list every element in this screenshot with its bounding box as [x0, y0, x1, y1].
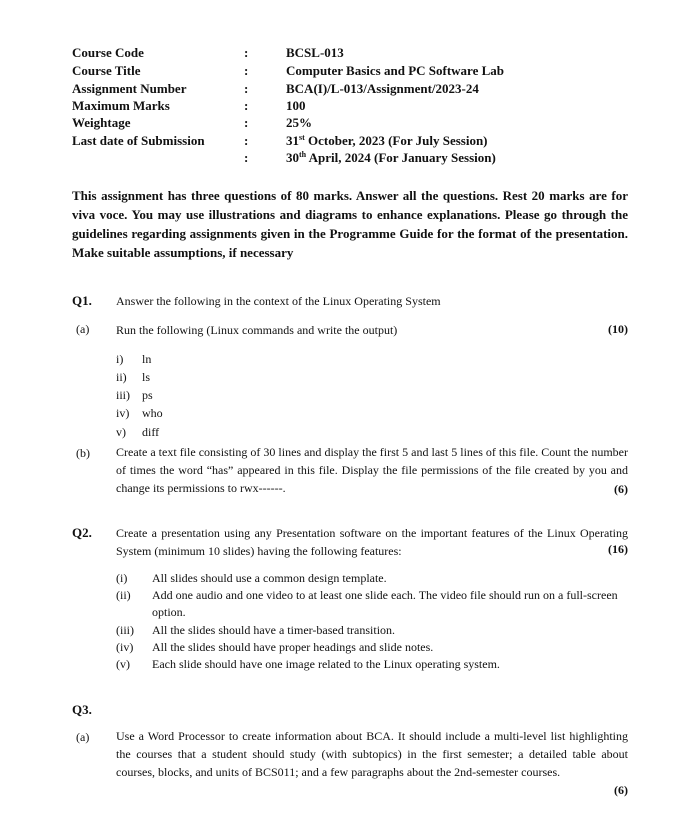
command-item: iv) who [116, 406, 163, 420]
meta-key: Course Title [72, 63, 141, 78]
meta-key: Course Code [72, 45, 144, 60]
deadline-january: 30th April, 2024 (For January Session) [286, 150, 496, 165]
meta-colon: : [244, 81, 249, 96]
intro-paragraph: This assignment has three questions of 80 marks. Answer all the questions. Rest 20 marks are for viva voce. You may use illustrations and diagrams to enhance explanations. Please go through the guidelines regarding assignments given in the Programme Guide for the format of the presentation. Make suitable assumptions, if necessary [72, 188, 628, 260]
meta-value: BCA(I)/L-013/Assignment/2023-24 [286, 81, 479, 96]
meta-colon: : [244, 45, 249, 60]
q1b-text: Create a text file consisting of 30 lines and display the first 5 and last 5 lines of this file. Count the number of times the word “has” appeared in this file. Display the file permissions of the file created by you and change its permissions to rwx------. [116, 445, 628, 495]
q1a-text: Run the following (Linux commands and write the output) [116, 323, 398, 337]
command-item: ii) ls [116, 370, 151, 384]
q2-marks: (16) [608, 542, 628, 556]
q1a-marks: (10) [608, 322, 628, 336]
q2-number: Q2. [72, 525, 92, 540]
meta-colon: : [244, 63, 249, 78]
meta-value: BCSL-013 [286, 45, 344, 60]
q3a-marks: (6) [614, 783, 628, 797]
q3a-label: (a) [76, 730, 90, 744]
meta-value: 25% [286, 115, 312, 130]
feature-item: (iv) All the slides should have proper headings and slide notes. [116, 640, 434, 654]
feature-item: (ii) Add one audio and one video to at least one slide each. The video file should run on a full-screen option. [116, 588, 618, 619]
meta-key: Last date of Submission [72, 133, 205, 148]
q1a-label: (a) [76, 322, 90, 336]
q1b-label: (b) [76, 446, 90, 460]
meta-key: Assignment Number [72, 81, 187, 96]
meta-key: Weightage [72, 115, 131, 130]
q3a-text: Use a Word Processor to create information about BCA. It should include a multi-level list highlighting the courses that a student should study (with subtopics) in the first semester; a detailed table about courses, blocks, and units of BCS011; and a few paragraphs about the 2nd-semester courses. [116, 729, 628, 779]
command-item: v) diff [116, 425, 160, 439]
feature-item: (i) All slides should use a common design template. [116, 571, 387, 585]
meta-colon: : [244, 98, 249, 113]
q2-text: Create a presentation using any Presentation software on the important features of the Linux Operating System (minimum 10 slides) having the following features: [116, 526, 628, 558]
q3-number: Q3. [72, 702, 92, 717]
q1-text: Answer the following in the context of the Linux Operating System [116, 294, 441, 308]
q1b-marks: (6) [614, 482, 628, 496]
feature-item: (v) Each slide should have one image related to the Linux operating system. [116, 657, 500, 671]
meta-value: 100 [286, 98, 306, 113]
command-item: iii) ps [116, 388, 153, 402]
feature-item: (iii) All the slides should have a timer-based transition. [116, 623, 396, 637]
meta-colon: : [244, 115, 249, 130]
meta-value: Computer Basics and PC Software Lab [286, 63, 505, 78]
deadline-july: 31st October, 2023 (For July Session) [286, 133, 488, 148]
meta-colon: : [244, 133, 249, 148]
meta-colon: : [244, 150, 249, 165]
command-item: i) ln [116, 352, 152, 366]
q1-number: Q1. [72, 293, 92, 308]
meta-key: Maximum Marks [72, 98, 170, 113]
